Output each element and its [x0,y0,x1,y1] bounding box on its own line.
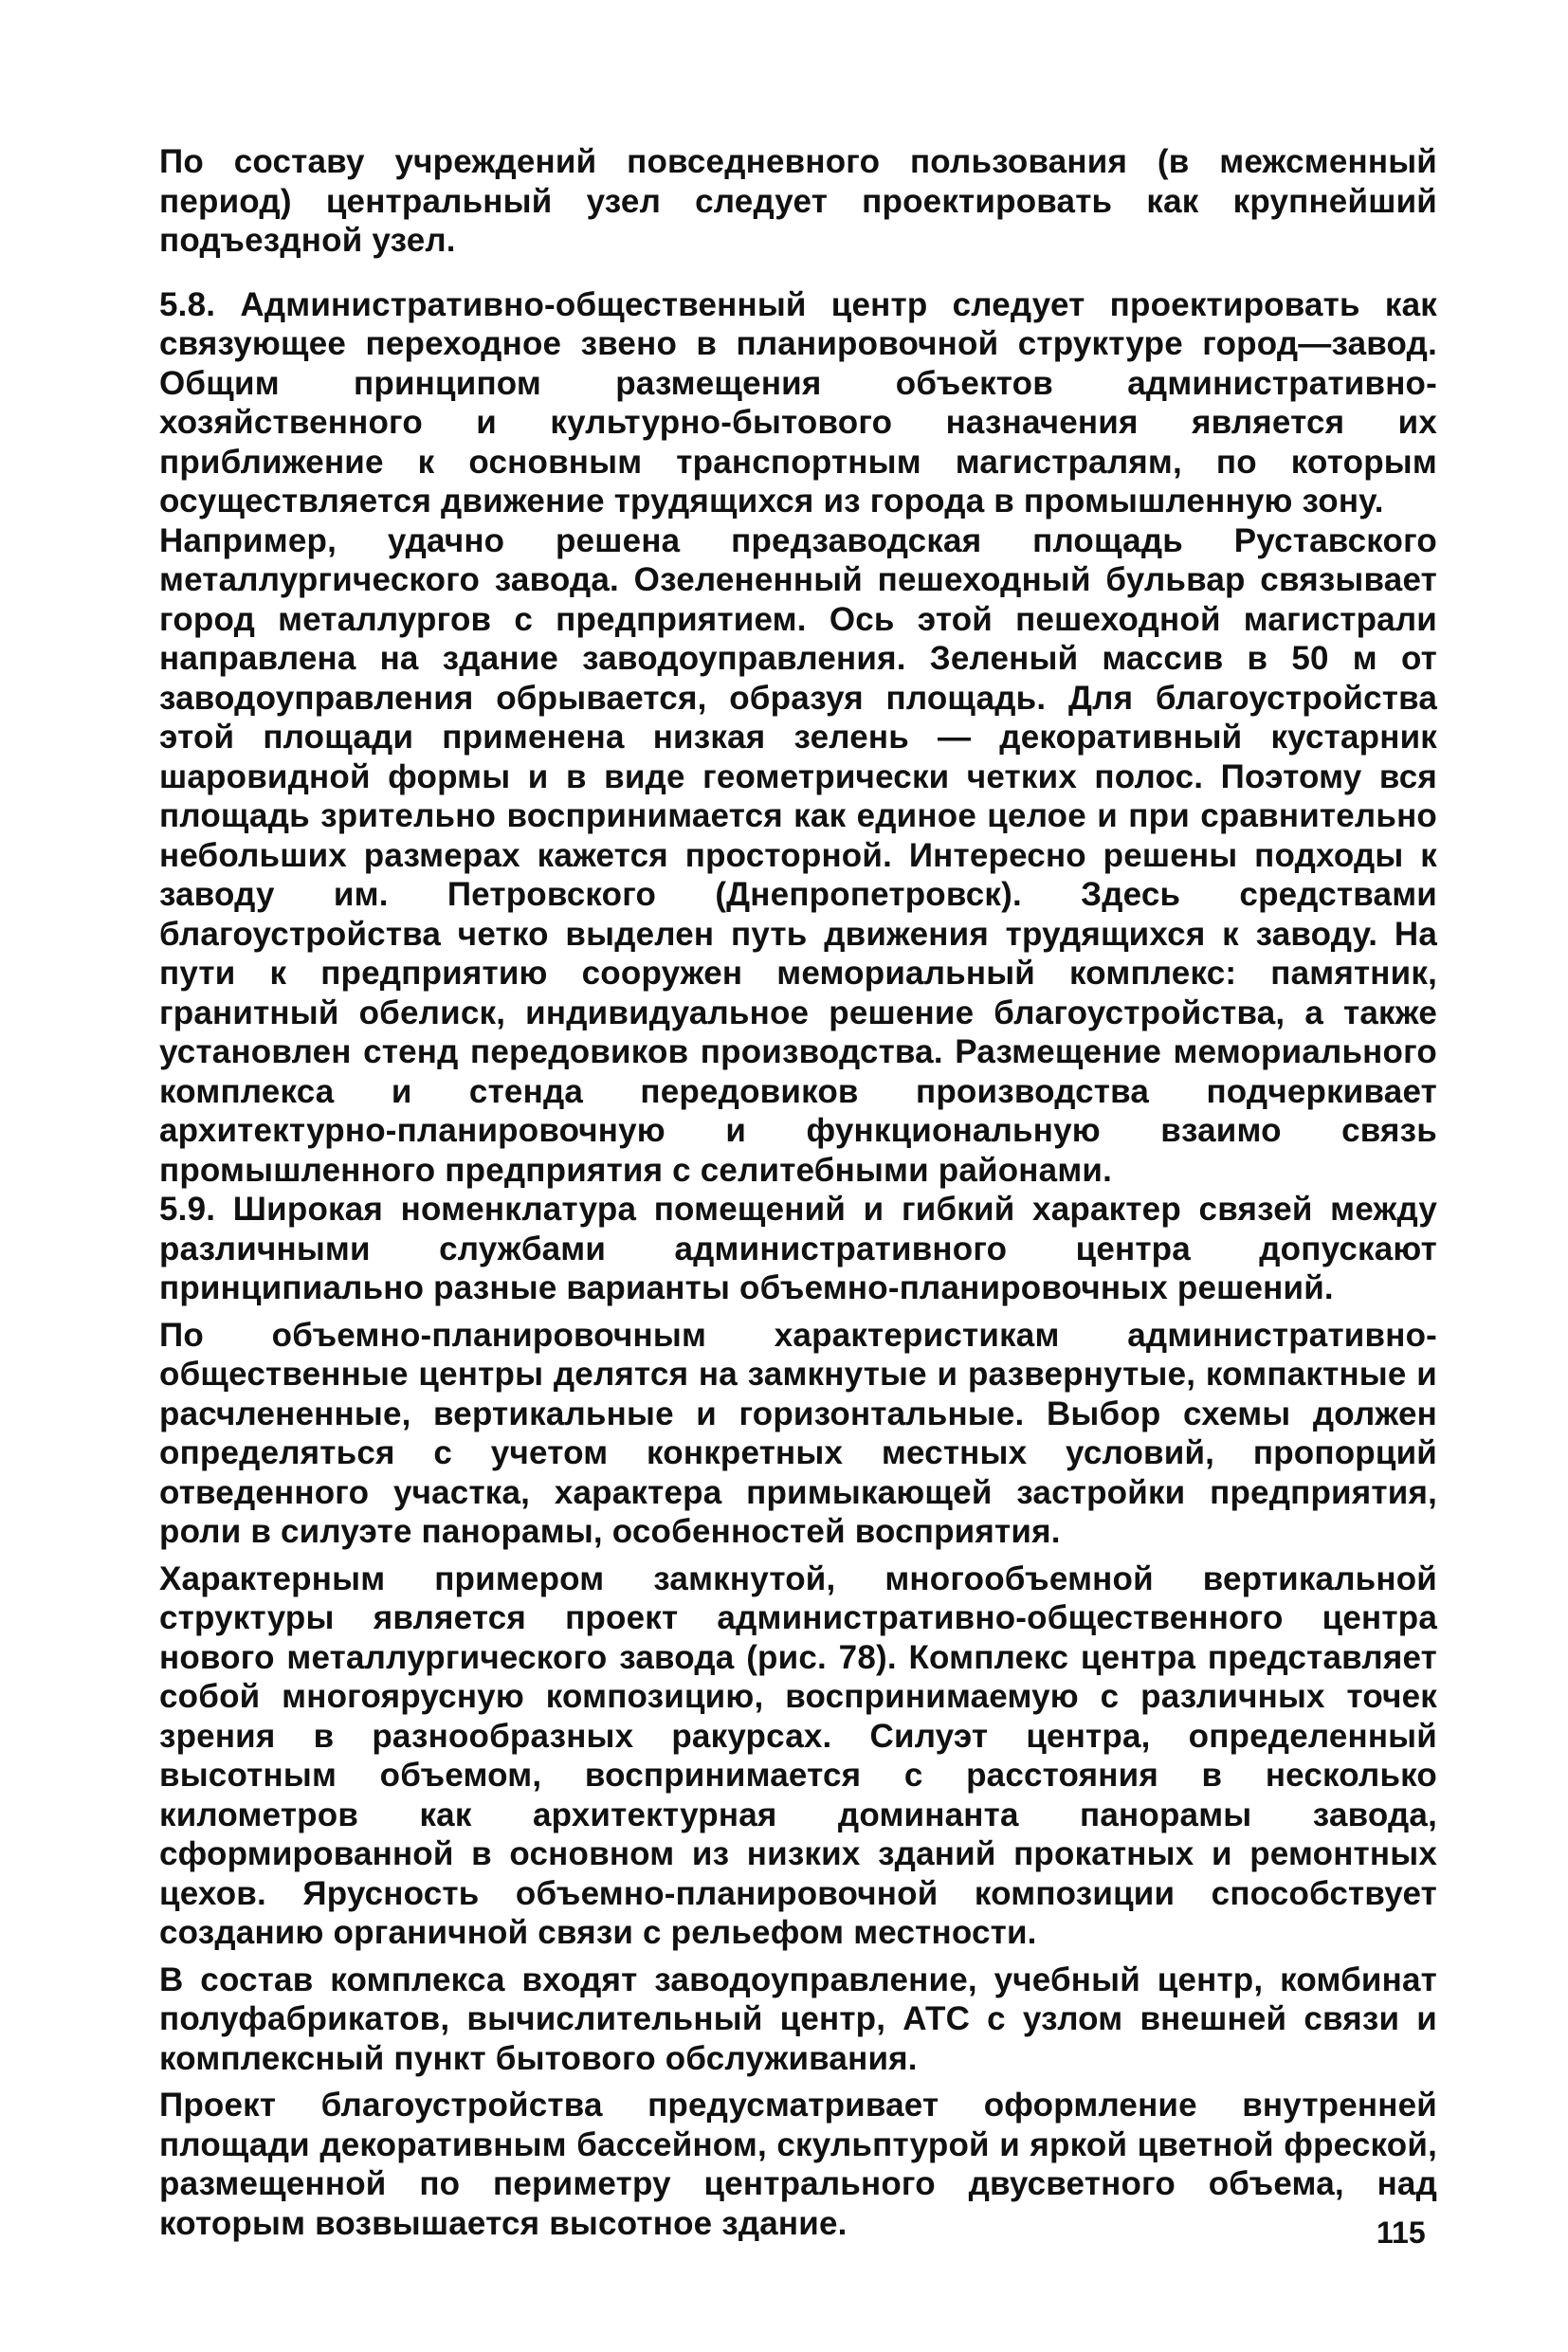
paragraph [159,1559,1437,1953]
paragraph-text: Характерным примером замкнутой, многообъемной вертикальной структуры является проект административно-общественного центра нового металлургического завода (рис. 78). Комплекс центра представляет собой многоярусную композицию, воспринимаемую с различных точек зрения в разнообразных ракурсах. Силуэт центра, определенный высотным объемом, воспринимается с расстояния в несколько километров как архитектурная доминанта панорамы завода, сформированной в основном из низких зданий прокатных и ремонтных цехов. Ярусность объемно-планировочной композиции способствует созданию органичной связи с рельефом местности. [159,1559,1437,1951]
body-text [159,142,1437,2243]
page-number: 115 [1377,2215,1426,2250]
paragraph [159,521,1437,1191]
paragraph-text: Проект благоустройства предусматривает оформление внутренней площади декоративным бассейном, скульптурой и яркой цветной фреской, размещенной по периметру центрального двусветного объема, над которым возвышается высотное здание. [159,2087,1437,2242]
paragraph-text: Административно-общественный центр следует проектировать как связующее переходное звено в планировочной структуре город—завод. Общим принципом размещения объектов административно-хозяйственного и культурно-бытового назначения является их приближение к основным транспортным магистралям, по которым осуществляется движение трудящихся из города в промышленную зону. [159,285,1437,520]
paragraph [159,2086,1437,2243]
paragraph [159,142,1437,261]
section-number: 5.8. [159,285,216,323]
paragraph-text: Например, удачно решена предзаводская площадь Руставского металлургического завода. Озелененный пешеходный бульвар связывает город металлургов с предприятием. Ось этой пешеходной магистрали направлена на здание заводоуправления. Зеленый массив в 50 м от заводоуправления обрывается, образуя площадь. Для благоустройства этой площади применена низкая зелень — декоративный кустарник шаровидной формы и в виде геометрически четких полос. Поэтому вся площадь зрительно воспринимается как единое целое и при сравнительно небольших размерах кажется просторной. Интересно решены подходы к заводу им. Петровского (Днепропетровск). Здесь средствами благоустройства четко выделен путь движения трудящихся к заводу. На пути к предприятию сооружен мемориальный комплекс: памятник, гранитный обелиск, индивидуальное решение благоустройства, а также установлен стенд передовиков производства. Размещение мемориального комплекса и стенда передовиков производства подчеркивает архитектурно-планировочную и функциональную взаимо связь промышленного предприятия с селитебными районами. [159,521,1437,1189]
paragraph-text: По объемно-планировочным характеристикам административно-общественные центры делятся на замкнутые и развернутые, компактные и расчлененные, вертикальные и горизонтальные. Выбор схемы должен определяться с учетом конкретных местных условий, пропорций отведенного участка, характера примыкающей застройки предприятия, роли в силуэте панорамы, особенностей восприятия. [159,1316,1437,1550]
paragraph [159,1960,1437,2079]
paragraph-text: По составу учреждений повседневного пользования (в межсменный период) центральный узел следует проектировать как крупнейший подъездной узел. [159,143,1437,259]
paragraph [159,285,1437,521]
paragraph [159,1316,1437,1552]
paragraph-text: В состав комплекса входят заводоуправление, учебный центр, комбинат полуфабрикатов, вычислительный центр, АТС с узлом внешней связи и комплексный пункт бытового обслуживания. [159,1960,1437,2077]
paragraph [159,1190,1437,1308]
paragraph-text: Широкая номенклатура помещений и гибкий характер связей между различными службами административного центра допускают принципиально разные варианты объемно-планировочных решений. [159,1191,1437,1306]
section-number: 5.9. [159,1191,216,1228]
